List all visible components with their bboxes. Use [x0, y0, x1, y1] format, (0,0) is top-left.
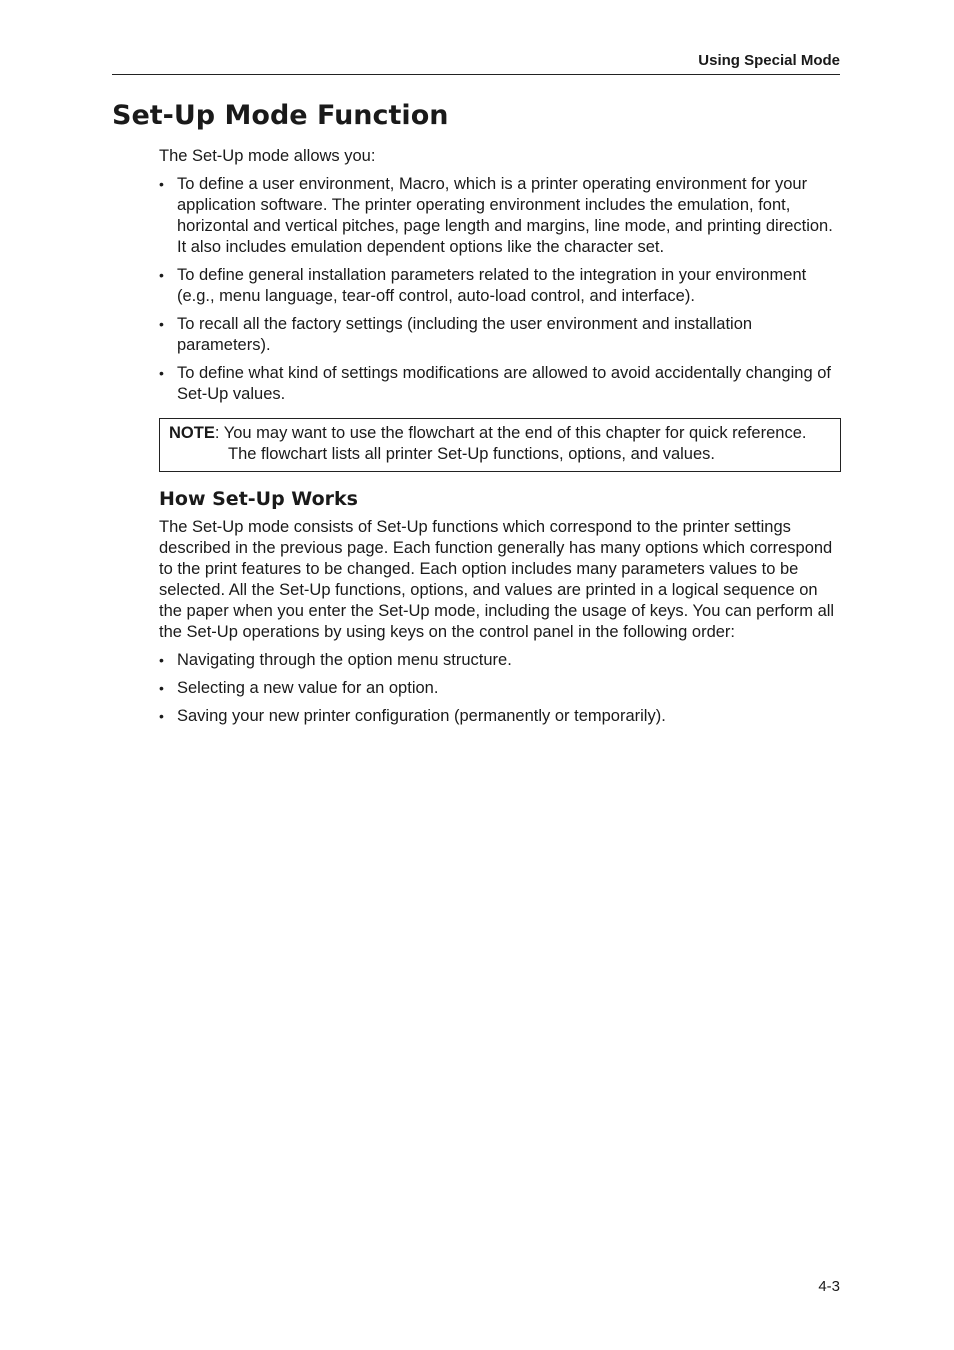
- page-title: Set-Up Mode Function: [112, 100, 449, 131]
- running-header: [112, 50, 840, 75]
- list-item-text: Navigating through the option menu structure.: [177, 651, 512, 669]
- intro-text: The Set-Up mode allows you:: [159, 147, 376, 165]
- note-text: You may want to use the flowchart at the end of this chapter for quick reference. The flowchart lists all printer Set-Up functions, options, and values.: [223, 424, 807, 463]
- bullet-icon: •: [159, 652, 164, 668]
- list-item-text: Saving your new printer configuration (permanently or temporarily).: [177, 707, 666, 725]
- note-box: [159, 418, 841, 472]
- bullet-icon: •: [159, 365, 164, 381]
- note-separator: :: [214, 424, 220, 442]
- list-item: [159, 265, 841, 307]
- list-item: [159, 314, 841, 356]
- list-item-text: To recall all the factory settings (including the user environment and installation parameters).: [177, 315, 753, 354]
- setup-steps-list: [159, 650, 841, 727]
- list-item: [159, 650, 841, 671]
- list-item: [159, 678, 841, 699]
- bullet-icon: •: [159, 176, 164, 192]
- body-paragraph: The Set-Up mode consists of Set-Up functions which correspond to the printer settings described in the previous page. Each function generally has many options which correspond to the print features to be changed. Each option includes many parameters values to be selected. All the Set-Up functions, options, and values are printed in a logical sequence on the paper when you enter the Set-Up mode, including the usage of keys. You can perform all the Set-Up operations by using keys on the control panel in the following order:: [159, 518, 835, 641]
- setup-purpose-list: [159, 174, 841, 405]
- running-header-title: Using Special Mode: [698, 52, 840, 69]
- list-item-text: Selecting a new value for an option.: [177, 679, 439, 697]
- bullet-icon: •: [159, 267, 164, 283]
- main-content: [159, 146, 841, 734]
- list-item-text: To define what kind of settings modifications are allowed to avoid accidentally changing of Set-Up values.: [177, 364, 831, 403]
- bullet-icon: •: [159, 708, 164, 724]
- list-item: [159, 706, 841, 727]
- list-item: [159, 174, 841, 258]
- bullet-icon: •: [159, 316, 164, 332]
- list-item: [159, 363, 841, 405]
- note-content: [169, 423, 822, 465]
- note-label: NOTE: [169, 424, 215, 442]
- list-item-text: To define a user environment, Macro, which is a printer operating environment for your application software. The printer operating environment includes the emulation, font, horizontal and vertical pitches, page length and margins, line mode, and printing direction. It also includes emulation dependent options like the character set.: [177, 175, 833, 256]
- bullet-icon: •: [159, 680, 164, 696]
- page-number: 4-3: [818, 1278, 840, 1295]
- subsection-title: How Set-Up Works: [159, 488, 358, 510]
- list-item-text: To define general installation parameters related to the integration in your environment (e.g., menu language, tear-off control, auto-load control, and interface).: [177, 266, 807, 305]
